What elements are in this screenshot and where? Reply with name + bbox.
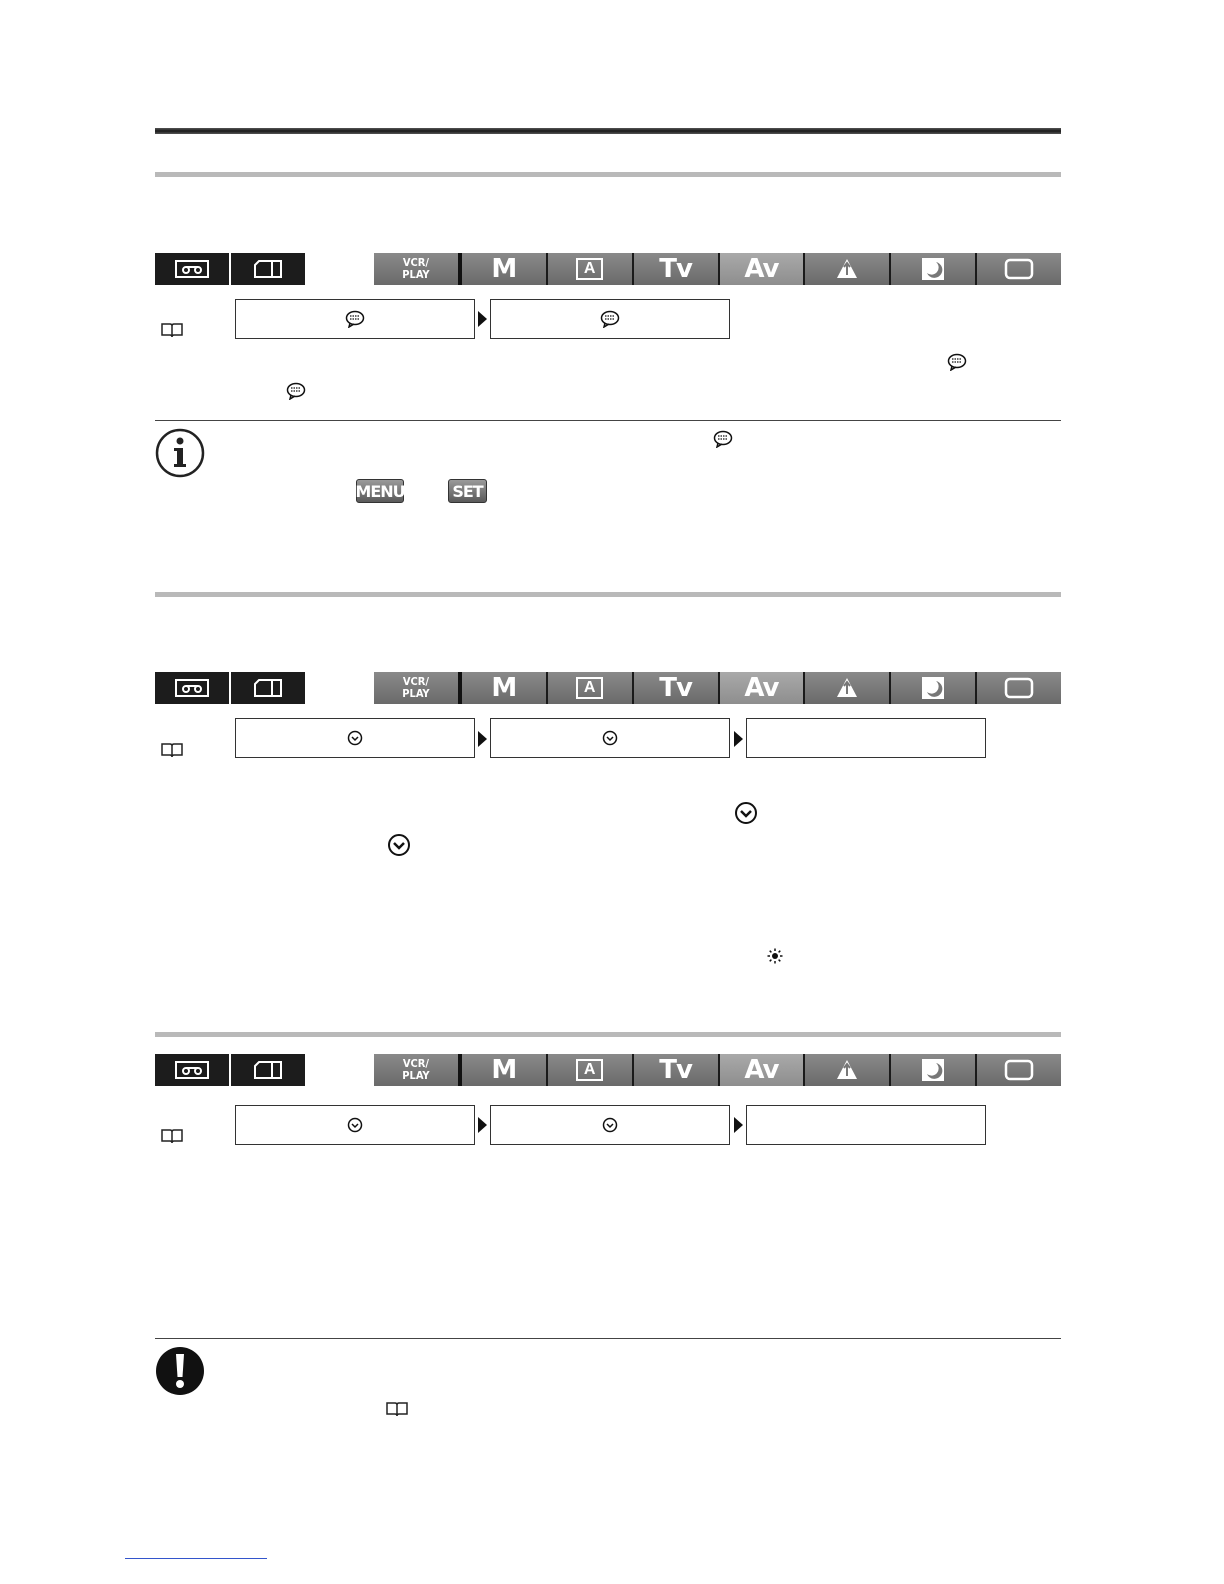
path-arrow: [734, 1117, 743, 1133]
speech-bubble-icon: [345, 310, 365, 328]
check-circle-icon: [734, 801, 758, 825]
info-icon: [155, 428, 205, 478]
cassette-icon: [175, 679, 209, 697]
manual-label: M: [491, 1055, 517, 1085]
vcr-play-mode: [374, 1054, 462, 1086]
av-mode: [720, 253, 806, 285]
vcr-play-mode: [374, 253, 462, 285]
menu-path-box-2: [490, 718, 730, 758]
play-label: PLAY: [402, 268, 430, 281]
night-mode: [891, 253, 977, 285]
spotlight-mode: [805, 253, 891, 285]
section-divider-1: [155, 172, 1061, 177]
menu-path-box-2: [490, 299, 730, 339]
vcr-label: VCR/: [402, 1057, 430, 1070]
speech-bubble-icon: [286, 382, 306, 400]
av-label: Av: [744, 1055, 779, 1085]
night-icon: [922, 1059, 944, 1081]
av-mode: [720, 1054, 806, 1086]
tv-mode: [634, 1054, 720, 1086]
blank-mode: [977, 672, 1061, 704]
cassette-icon: [175, 260, 209, 278]
cassette-icon: [175, 1061, 209, 1079]
path-arrow: [478, 311, 487, 327]
spotlight-icon: [836, 1059, 858, 1081]
card-mode-indicator: [231, 1054, 305, 1086]
menu-path-box-1: [235, 299, 475, 339]
tape-mode-indicator: [155, 253, 229, 285]
card-icon: [253, 259, 283, 279]
card-mode-indicator: [231, 672, 305, 704]
speech-bubble-icon: [600, 310, 620, 328]
menu-button-glyph: MENU: [356, 479, 404, 503]
night-mode: [891, 1054, 977, 1086]
sun-icon: [767, 948, 783, 964]
tv-label: Tv: [659, 1055, 692, 1085]
check-circle-icon: [347, 730, 363, 746]
manual-label: M: [491, 673, 517, 703]
path-arrow: [478, 731, 487, 747]
book-icon: [160, 742, 184, 758]
book-icon: [160, 1128, 184, 1144]
check-circle-icon: [602, 730, 618, 746]
blank-icon: [1004, 1059, 1034, 1081]
vcr-label: VCR/: [402, 675, 430, 688]
play-label: PLAY: [402, 687, 430, 700]
menu-path-box-1: [235, 1105, 475, 1145]
card-icon: [253, 1060, 283, 1080]
menu-path-box-3: [746, 718, 986, 758]
tape-mode-indicator: [155, 1054, 229, 1086]
mode-bar-1: [155, 253, 1061, 285]
spotlight-mode: [805, 672, 891, 704]
card-mode-indicator: [231, 253, 305, 285]
manual-mode: [462, 1054, 548, 1086]
tv-label: Tv: [659, 673, 692, 703]
blank-mode: [977, 253, 1061, 285]
path-arrow: [734, 731, 743, 747]
book-icon: [385, 1401, 409, 1417]
av-mode: [720, 672, 806, 704]
check-circle-icon: [602, 1117, 618, 1133]
av-label: Av: [744, 673, 779, 703]
blank-icon: [1004, 258, 1034, 280]
tape-mode-indicator: [155, 672, 229, 704]
play-label: PLAY: [402, 1069, 430, 1082]
caution-icon: [155, 1346, 205, 1396]
card-icon: [253, 678, 283, 698]
check-circle-icon: [387, 833, 411, 857]
auto-mode: [548, 1054, 634, 1086]
note-rule: [155, 420, 1061, 421]
menu-path-box-2: [490, 1105, 730, 1145]
night-mode: [891, 672, 977, 704]
tv-mode: [634, 253, 720, 285]
spotlight-icon: [836, 677, 858, 699]
mode-strip: [374, 253, 1061, 285]
auto-label: A: [576, 258, 604, 280]
header-rule: [155, 128, 1061, 134]
blank-icon: [1004, 677, 1034, 699]
manual-mode: [462, 253, 548, 285]
tv-label: Tv: [659, 254, 692, 284]
night-icon: [922, 677, 944, 699]
manual-label: M: [491, 254, 517, 284]
footer-link-underline[interactable]: [125, 1558, 267, 1559]
spotlight-mode: [805, 1054, 891, 1086]
vcr-play-mode: [374, 672, 462, 704]
check-circle-icon: [347, 1117, 363, 1133]
menu-path-box-1: [235, 718, 475, 758]
blank-mode: [977, 1054, 1061, 1086]
caution-rule: [155, 1338, 1061, 1339]
auto-label: A: [576, 677, 604, 699]
auto-mode: [548, 672, 634, 704]
night-icon: [922, 258, 944, 280]
auto-label: A: [576, 1059, 604, 1081]
mode-strip: [374, 1054, 1061, 1086]
book-icon: [160, 322, 184, 338]
manual-mode: [462, 672, 548, 704]
spotlight-icon: [836, 258, 858, 280]
tv-mode: [634, 672, 720, 704]
vcr-label: VCR/: [402, 256, 430, 269]
av-label: Av: [744, 254, 779, 284]
section-divider-3: [155, 1032, 1061, 1037]
auto-mode: [548, 253, 634, 285]
menu-path-box-3: [746, 1105, 986, 1145]
set-button-glyph: SET: [448, 479, 487, 503]
mode-bar-2: [155, 672, 1061, 704]
speech-bubble-icon: [713, 430, 733, 448]
speech-bubble-icon: [947, 353, 967, 371]
mode-strip: [374, 672, 1061, 704]
mode-bar-3: [155, 1054, 1061, 1086]
section-divider-2: [155, 592, 1061, 597]
path-arrow: [478, 1117, 487, 1133]
